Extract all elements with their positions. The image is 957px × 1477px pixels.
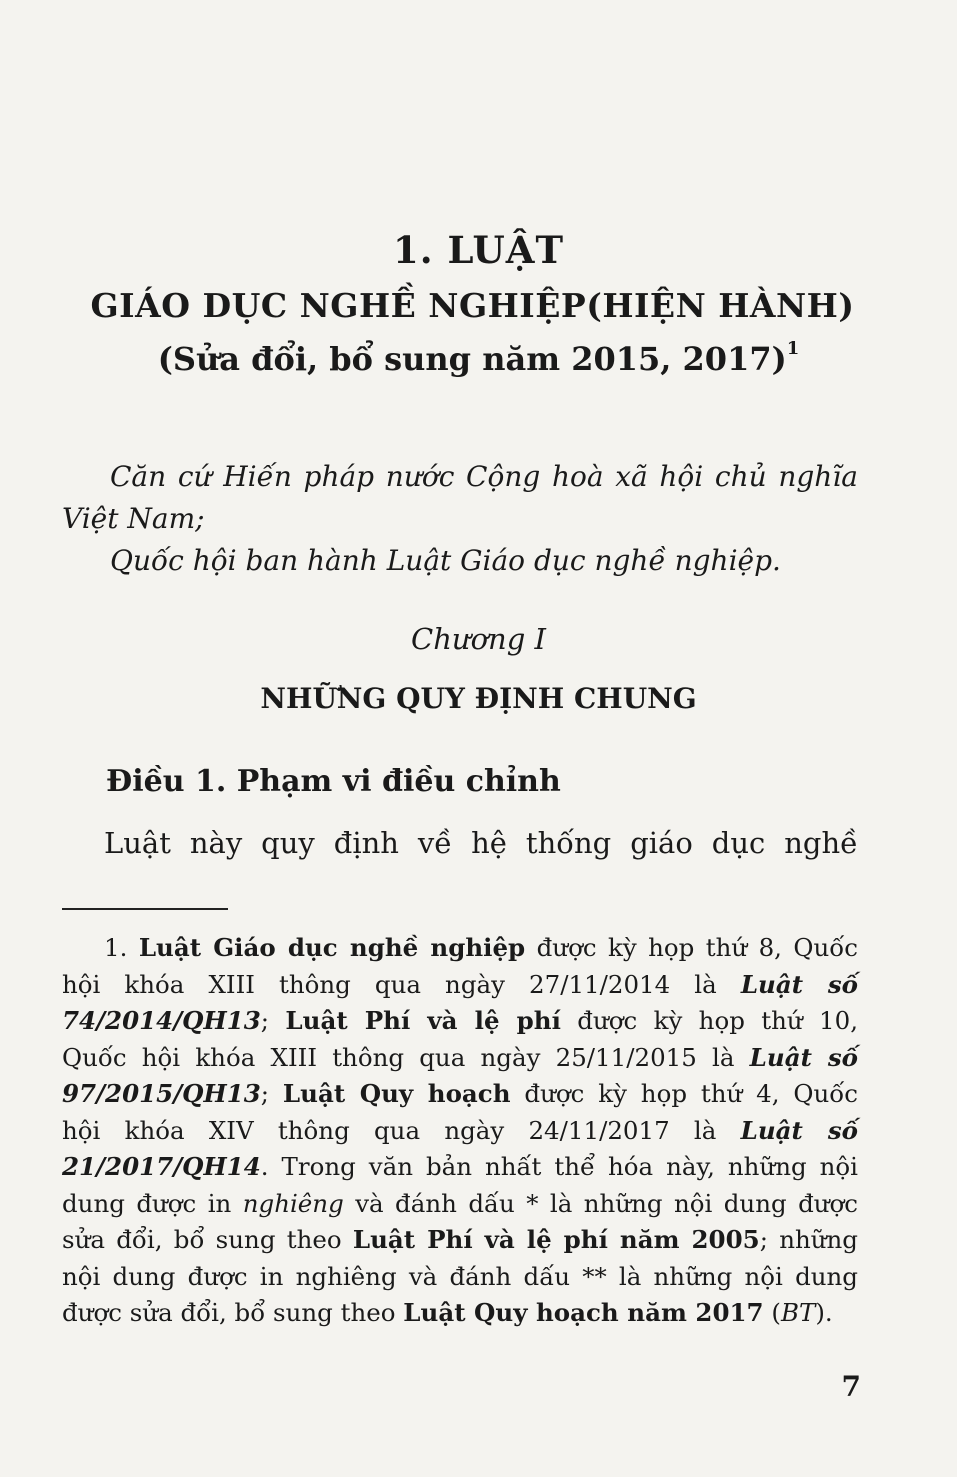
amendment-text: (Sửa đổi, bổ sung năm 2015, 2017) xyxy=(157,340,787,378)
chapter-title: NHỮNG QUY ĐỊNH CHUNG xyxy=(260,682,697,715)
footnote-reference: 1 xyxy=(786,338,800,360)
footnote-divider xyxy=(62,908,228,910)
footnote xyxy=(62,930,858,1332)
footnote-line: nội dung được in nghiêng và đánh dấu ** là những nội dung xyxy=(62,1261,858,1291)
preamble xyxy=(62,456,858,582)
footnote-line: Quốc hội khóa XIII thông qua ngày 25/11/2015 là Luật số xyxy=(62,1042,858,1072)
footnote-line: 74/2014/QH13; Luật Phí và lệ phí được kỳ họp thứ 10, xyxy=(62,1006,859,1035)
footnote-line: 97/2015/QH13; Luật Quy hoạch được kỳ họp thứ 4, Quốc xyxy=(62,1079,858,1108)
page-number: 7 xyxy=(841,1370,861,1403)
footnote-line: 1. Luật Giáo dục nghề nghiệp được kỳ họp thứ 8, Quốc xyxy=(104,933,858,962)
law-number-title: 1. LUẬT xyxy=(392,228,564,272)
footnote-line: hội khóa XIV thông qua ngày 24/11/2017 là Luật số xyxy=(62,1115,858,1145)
preamble-line-2: Việt Nam; xyxy=(62,502,205,535)
footnote-line: hội khóa XIII thông qua ngày 27/11/2014 là Luật số xyxy=(62,969,858,999)
footnote-line: dung được in nghiêng và đánh dấu * là những nội dung được xyxy=(62,1188,859,1218)
law-amendment-subtitle xyxy=(0,340,957,378)
footnote-line: được sửa đổi, bổ sung theo Luật Quy hoạch năm 2017 (BT). xyxy=(62,1298,833,1327)
article-heading: Điều 1. Phạm vi điều chỉnh xyxy=(106,764,561,799)
preamble-line-1: Căn cứ Hiến pháp nước Cộng hoà xã hội chủ nghĩa xyxy=(110,460,858,493)
preamble-line-3: Quốc hội ban hành Luật Giáo dục nghề nghiệp. xyxy=(110,544,781,577)
chapter-label: Chương I xyxy=(411,622,546,656)
article-text: Luật này quy định về hệ thống giáo dục nghề xyxy=(104,826,858,860)
law-name-title: GIÁO DỤC NGHỀ NGHIỆP(HIỆN HÀNH) xyxy=(90,286,855,325)
footnote-line: 21/2017/QH14. Trong văn bản nhất thể hóa này, những nội xyxy=(62,1152,858,1181)
footnote-line: sửa đổi, bổ sung theo Luật Phí và lệ phí năm 2005; những xyxy=(62,1225,858,1254)
